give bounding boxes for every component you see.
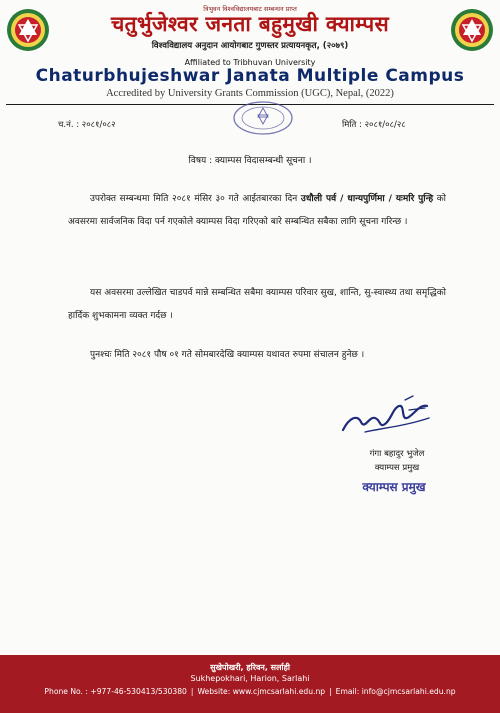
footer-address-en: Sukhepokhari, Harion, Sarlahi [190, 674, 310, 683]
affiliation-np: त्रिभुवन विश्वविद्यालयबाट सम्बन्धन प्राप्त [203, 5, 297, 13]
paragraph-1 [68, 188, 446, 234]
accreditation-en: Accredited by University Grants Commission (UGC), Nepal, (2022) [106, 88, 394, 99]
paragraph-3: पुनश्चः मिति २०८१ पौष ०१ गते सोमबारदेखि क्याम्पस यथावत रुपमा संचालन हुनेछ । [90, 350, 365, 360]
footer-address-np: सुखेपोखरी, हरिवन, सर्लाही [210, 663, 290, 672]
approval-np: विश्वविद्यालय अनुदान आयोगबाट गुणस्तर प्रत्यायनकृत, (२०७९) [151, 41, 349, 51]
footer-separator: | [190, 687, 194, 696]
footer-bar [0, 655, 500, 713]
handwritten-signature [335, 392, 435, 438]
campus-name-np: चतुर्भुजेश्वर जनता बहुमुखी क्याम्पस [110, 12, 389, 36]
reference-number: च.नं. : २०८१/०८२ [58, 120, 116, 130]
footer-contact-line [0, 687, 500, 696]
campus-name-en: Chaturbhujeshwar Janata Multiple Campus [35, 66, 465, 86]
footer-website[interactable]: Website: www.cjmcsarlahi.edu.np [197, 687, 326, 696]
signatory-name: गंगा बहादुर भुजेल [369, 449, 425, 459]
footer-email[interactable]: Email: info@cjmcsarlahi.edu.np [335, 687, 456, 696]
letter-date: मिति : २०८१/०८/२८ [342, 120, 406, 130]
designation-stamp: क्याम्पस प्रमुख [362, 480, 426, 494]
p1-festival-names: उधौली पर्व / धान्यपुर्णिमा / यःमरि पुन्हि [300, 194, 434, 204]
affiliated-en: Affiliated to Tribhuvan University [184, 58, 316, 67]
p1-text-b: को अवसरमा सार्वजनिक विदा पर्न गएकोले क्याम्पस विदा गरिएको बारे सम्बन्धित सबैका लागि सूचना गरिन्छ । [68, 194, 446, 227]
p1-text-a: उपरोक्त सम्बन्धमा मिति २०८१ मंसिर ३० गते आईतबारका दिन [90, 194, 301, 204]
footer-separator: | [329, 687, 332, 696]
letter-subject: विषय : क्याम्पस विदासम्बन्धी सूचना । [188, 156, 312, 166]
paragraph-2: यस अवसरमा उल्लेखित चाडपर्व मान्ने सम्बन्धित सबैमा क्याम्पस परिवार सुख, शान्ति, सु-स्वास्थ्य तथा समृद्धिको हार्दिक शुभकामना व्यक्त गर्दछ । [68, 288, 446, 321]
footer-phone: Phone No. : +977-46-530413/530380 [44, 687, 187, 696]
signatory-role: क्याम्पस प्रमुख [374, 463, 420, 473]
office-seal-stamp [232, 100, 294, 136]
